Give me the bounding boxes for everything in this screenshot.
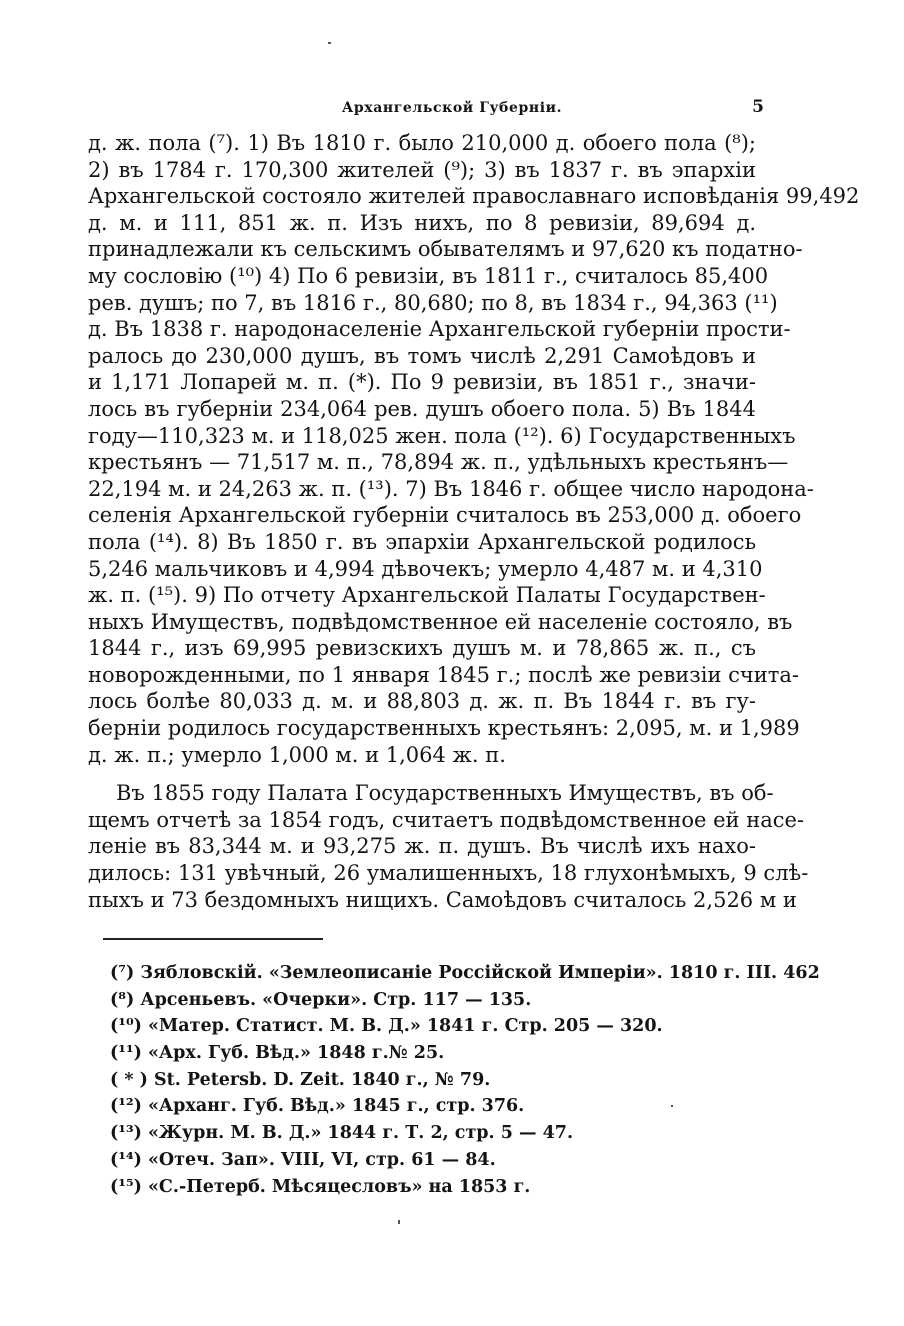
text-line: ралось до 230,000 душъ, въ томъ числѣ 2,291 Самоѣдовъ и [88, 343, 756, 368]
footnote-separator [103, 938, 323, 940]
footnote: (¹⁴) «Отеч. Зап». VIII, VI, стр. 61 — 84. [110, 1149, 496, 1170]
footnote: ( * ) St. Petersb. D. Zeit. 1840 г., № 79. [110, 1069, 491, 1090]
running-title: Архангельской Губернiи. [341, 100, 563, 116]
text-line: крестьянъ — 71,517 м. п., 78,894 ж. п., удѣльныхъ крестьянъ— [88, 450, 789, 475]
page-header [0, 97, 904, 124]
text-line: ленiе въ 83,344 м. и 93,275 ж. п. душъ. Въ числѣ ихъ нахо- [88, 834, 756, 859]
print-speck [328, 42, 331, 44]
text-line: д. ж. пола (⁷). 1) Въ 1810 г. было 210,000 д. обоего пола (⁸); [88, 131, 756, 155]
paragraph-gap [88, 768, 756, 780]
footnotes [110, 960, 820, 1200]
footnote: (⁸) Арсеньевъ. «Очерки». Стр. 117 — 135. [110, 989, 532, 1010]
text-line: 22,194 м. и 24,263 ж. п. (¹³). 7) Въ 1846 г. общее число народона- [88, 476, 814, 501]
text-line: му сословiю (¹⁰) 4) По 6 ревизiи, въ 1811 г., считалось 85,400 [88, 263, 769, 288]
text-line: и 1,171 Лопарей м. п. (*). По 9 ревизiи, въ 1851 г., значи- [88, 370, 756, 395]
text-line: лось болѣе 80,033 д. м. и 88,803 д. ж. п. Въ 1844 г. въ гу- [88, 689, 756, 714]
text-line: д. Въ 1838 г. народонаселенiе Архангельской губернiи прости- [88, 317, 791, 342]
text-line: 1844 г., изъ 69,995 ревизскихъ душъ м. и 78,865 ж. п., съ [88, 636, 756, 661]
text-line: лось въ губернiи 234,064 рев. душъ обоего пола. 5) Въ 1844 [88, 396, 756, 421]
text-line: дилось: 131 увѣчный, 26 умалишенныхъ, 18 глухонѣмыхъ, 9 слѣ- [88, 861, 809, 886]
text-line: году—110,323 м. и 118,025 жен. пола (¹²). 6) Государственныхъ [88, 423, 796, 448]
footnote: (⁷) Зябловскiй. «Землеописанiе Россiйской Имперiи». 1810 г. III. 462 [110, 963, 820, 983]
footnote: (¹⁵) «С.-Петерб. Мѣсяцесловъ» на 1853 г. [110, 1176, 531, 1197]
text-line: щемъ отчетѣ за 1854 годъ, считаетъ подвѣдомственное ей насе- [88, 807, 804, 832]
text-line: принадлежали къ сельскимъ обывателямъ и 97,620 къ податно- [88, 237, 803, 262]
print-speck [398, 1220, 400, 1224]
text-line: д. м. и 111, 851 ж. п. Изъ нихъ, по 8 ревизiи, 89,694 д. [88, 210, 756, 235]
text-line: ж. п. (¹⁵). 9) По отчету Архангельской Палаты Государствен- [88, 583, 766, 608]
text-line: пыхъ и 73 бездомныхъ нищихъ. Самоѣдовъ считалось 2,526 м и [88, 887, 797, 912]
text-line: пола (¹⁴). 8) Въ 1850 г. въ эпархiи Архангельской родилось [88, 529, 756, 554]
text-line: ныхъ Имуществъ, подвѣдомственное ей населенiе состояло, въ [88, 609, 793, 634]
text-line: Въ 1855 году Палата Государственныхъ Имуществъ, въ об- [116, 781, 774, 806]
footnote: (¹⁰) «Матер. Статист. М. В. Д.» 1841 г. Стр. 205 — 320. [110, 1016, 663, 1037]
footnote: (¹²) «Арханг. Губ. Вѣд.» 1845 г., стр. 376. [110, 1096, 525, 1117]
footnote: (¹¹) «Арх. Губ. Вѣд.» 1848 г.№ 25. [110, 1043, 445, 1064]
print-speck [671, 1105, 673, 1107]
text-line: бернiи родилось государственныхъ крестьянъ: 2,095, м. и 1,989 [88, 716, 800, 741]
text-line: Архангельской состояло жителей православнаго исповѣданiя 99,492 [88, 184, 860, 209]
text-line: 2) въ 1784 г. 170,300 жителей (⁹); 3) въ 1837 г. въ эпархiи [88, 157, 756, 182]
text-line: д. ж. п.; умерло 1,000 м. и 1,064 ж. п. [88, 742, 506, 767]
paragraph-1 [88, 130, 860, 768]
page-number: 5 [752, 97, 764, 117]
text-line: селенiя Архангельской губернiи считалось въ 253,000 д. обоего [88, 503, 802, 528]
paragraph-2 [88, 780, 809, 913]
text-line: рев. душъ; по 7, въ 1816 г., 80,680; по 8, въ 1834 г., 94,363 (¹¹) [88, 290, 778, 315]
body-text [88, 130, 860, 913]
text-line: новорожденными, по 1 января 1845 г.; послѣ же ревизiи счита- [88, 662, 800, 687]
text-line: 5,246 мальчиковъ и 4,994 дѣвочекъ; умерло 4,487 м. и 4,310 [88, 556, 763, 581]
footnote: (¹³) «Журн. М. В. Д.» 1844 г. Т. 2, стр. 5 — 47. [110, 1123, 574, 1144]
